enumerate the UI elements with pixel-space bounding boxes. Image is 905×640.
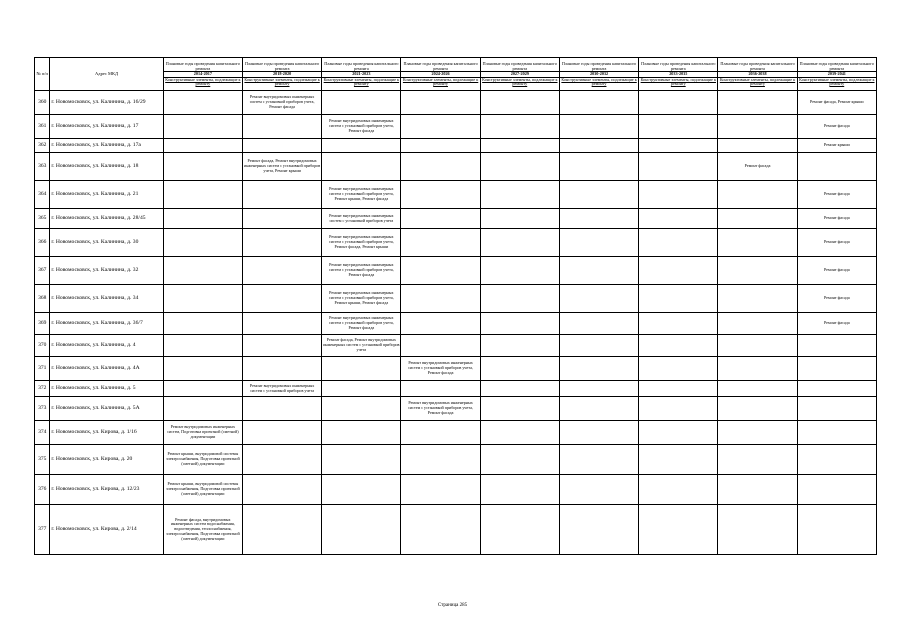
row-period-cell (480, 313, 559, 335)
table-row (35, 139, 877, 153)
row-period-cell (401, 285, 480, 313)
row-number: 375 (35, 445, 50, 475)
row-period-cell (639, 209, 718, 229)
row-period-cell: Ремонт фасада (797, 285, 876, 313)
row-period-cell (797, 475, 876, 505)
header-period-title: Плановые годы проведения капитального ремонта (244, 60, 320, 71)
header-period-2033-2035 (639, 58, 718, 91)
row-period-cell (401, 475, 480, 505)
row-period-cell (163, 139, 242, 153)
table-row (35, 381, 877, 397)
row-period-cell (797, 335, 876, 357)
row-period-cell (243, 397, 322, 421)
row-address: г. Новомосковск, ул. Кирова, д. 20 (50, 445, 163, 475)
row-period-cell (718, 139, 797, 153)
row-number: 365 (35, 209, 50, 229)
row-period-cell (639, 91, 718, 115)
row-period-cell: Ремонт фасада (797, 181, 876, 209)
row-period-cell (559, 357, 638, 381)
row-period-cell (559, 475, 638, 505)
row-period-cell: Ремонт фасада (797, 115, 876, 139)
row-period-cell (559, 313, 638, 335)
row-period-cell (718, 335, 797, 357)
row-period-cell (559, 381, 638, 397)
header-period-title: Плановые годы проведения капитального ремонта (799, 60, 874, 71)
header-period-years: 2033-2035 (639, 71, 717, 78)
row-period-cell (559, 115, 638, 139)
row-period-cell (401, 335, 480, 357)
row-period-cell (718, 421, 797, 445)
row-period-cell (163, 229, 242, 257)
row-address: г. Новомосковск, ул. Калинина, д. 5 (50, 381, 163, 397)
row-period-cell (639, 181, 718, 209)
row-period-cell (718, 397, 797, 421)
row-period-cell (322, 91, 401, 115)
row-period-cell (718, 285, 797, 313)
row-period-cell (322, 357, 401, 381)
header-period-title: Плановые годы проведения капитального ремонта (324, 60, 399, 71)
row-period-cell (480, 115, 559, 139)
row-period-cell: Ремонт внутридомовых инженерных систем с установкой приборов учета, Ремонт фасада (322, 115, 401, 139)
header-period-note: Конструктивные элементы, подлежащие к ремонту (482, 76, 558, 87)
row-period-cell (322, 153, 401, 181)
row-number: 373 (35, 397, 50, 421)
header-period-note: Конструктивные элементы, подлежащие к ремонту (640, 76, 716, 87)
row-period-cell (480, 153, 559, 181)
row-period-cell (797, 397, 876, 421)
row-address: г. Новомосковск, ул. Калинина, д. 5А (50, 397, 163, 421)
row-period-cell (322, 445, 401, 475)
row-period-cell (559, 505, 638, 555)
row-period-cell (401, 115, 480, 139)
row-period-cell (559, 153, 638, 181)
row-period-cell (243, 209, 322, 229)
table-row (35, 91, 877, 115)
row-period-cell (401, 181, 480, 209)
row-period-cell (163, 285, 242, 313)
header-period-title: Плановые годы проведения капитального ремонта (641, 60, 716, 71)
row-period-cell (559, 285, 638, 313)
row-period-cell: Ремонт фасада, Ремонт внутридомовых инженерных систем с установкой приборов учета (322, 335, 401, 357)
row-period-cell: Ремонт фасада (718, 153, 797, 181)
row-number: 371 (35, 357, 50, 381)
header-period-years: 2021-2023 (322, 71, 400, 78)
row-period-cell (401, 139, 480, 153)
row-period-cell (163, 257, 242, 285)
header-period-note: Конструктивные элементы, подлежащие к ремонту (244, 76, 320, 87)
table-row (35, 257, 877, 285)
row-period-cell (480, 335, 559, 357)
row-address: г. Новомосковск, ул. Калинина, д. 16/29 (50, 91, 163, 115)
row-address: г. Новомосковск, ул. Калинина, д. 34 (50, 285, 163, 313)
row-period-cell (639, 153, 718, 181)
row-period-cell (243, 181, 322, 209)
row-number: 363 (35, 153, 50, 181)
row-address: г. Новомосковск, ул. Калинина, д. 32 (50, 257, 163, 285)
row-period-cell (243, 475, 322, 505)
table-row (35, 115, 877, 139)
row-period-cell: Ремонт внутридомовых инженерных систем, Подготовка проектной (сметной) документации (163, 421, 242, 445)
row-period-cell (322, 397, 401, 421)
row-period-cell (480, 285, 559, 313)
table-body (35, 91, 877, 555)
row-period-cell (718, 257, 797, 285)
row-period-cell (480, 229, 559, 257)
row-period-cell (718, 229, 797, 257)
header-period-2039-2041 (797, 58, 876, 91)
row-period-cell (639, 445, 718, 475)
row-period-cell (322, 475, 401, 505)
row-period-cell (401, 505, 480, 555)
row-period-cell (718, 381, 797, 397)
row-period-cell (480, 139, 559, 153)
table-row (35, 421, 877, 445)
row-period-cell (401, 91, 480, 115)
row-period-cell (480, 445, 559, 475)
header-period-2018-2020 (243, 58, 322, 91)
row-period-cell (480, 91, 559, 115)
row-period-cell (480, 397, 559, 421)
row-period-cell (163, 313, 242, 335)
header-period-2014-2017 (163, 58, 242, 91)
row-period-cell (718, 115, 797, 139)
row-period-cell (401, 381, 480, 397)
header-period-note: Конструктивные элементы, подлежащие к ремонту (323, 76, 400, 87)
table-row (35, 285, 877, 313)
row-period-cell (243, 229, 322, 257)
row-period-cell (401, 445, 480, 475)
row-period-cell (559, 335, 638, 357)
row-period-cell (322, 505, 401, 555)
row-period-cell (718, 313, 797, 335)
row-period-cell (639, 313, 718, 335)
page-number: Страница 285 (437, 603, 468, 608)
row-period-cell (322, 139, 401, 153)
row-period-cell: Ремонт внутридомовых инженерных систем с установкой приборов учета (243, 381, 322, 397)
row-period-cell (480, 505, 559, 555)
header-period-years: 2036-2038 (718, 71, 796, 78)
row-period-cell (639, 229, 718, 257)
header-period-years: 2024-2026 (401, 71, 479, 78)
row-period-cell (163, 335, 242, 357)
row-period-cell (639, 335, 718, 357)
row-address: г. Новомосковск, ул. Калинина, д. 28/45 (50, 209, 163, 229)
row-period-cell (163, 115, 242, 139)
header-period-note: Конструктивные элементы, подлежащие к ремонту (799, 76, 875, 87)
row-period-cell (639, 139, 718, 153)
row-period-cell (559, 181, 638, 209)
row-period-cell (243, 313, 322, 335)
row-period-cell (243, 335, 322, 357)
header-period-years: 2027-2029 (481, 71, 559, 78)
row-period-cell: Ремонт крыши (797, 139, 876, 153)
row-number: 361 (35, 115, 50, 139)
row-period-cell: Ремонт внутридомовых инженерных систем с установкой приборов учета (322, 209, 401, 229)
row-period-cell: Ремонт фасада (797, 313, 876, 335)
row-period-cell: Ремонт внутридомовых инженерных систем с установкой приборов учета, Ремонт фасада (322, 313, 401, 335)
header-period-years: 2014-2017 (164, 71, 242, 78)
row-period-cell (639, 475, 718, 505)
row-period-cell (480, 181, 559, 209)
row-period-cell (243, 139, 322, 153)
row-period-cell (401, 229, 480, 257)
row-period-cell (163, 209, 242, 229)
row-period-cell (480, 475, 559, 505)
table-row (35, 313, 877, 335)
table-row (35, 335, 877, 357)
header-period-note: Конструктивные элементы, подлежащие к ремонту (165, 76, 241, 87)
row-period-cell (639, 397, 718, 421)
table-row (35, 445, 877, 475)
row-period-cell (243, 421, 322, 445)
row-period-cell (559, 421, 638, 445)
row-period-cell (163, 357, 242, 381)
repair-schedule-table (34, 57, 877, 555)
row-period-cell (243, 445, 322, 475)
row-number: 360 (35, 91, 50, 115)
table-row (35, 505, 877, 555)
header-period-note: Конструктивные элементы, подлежащие к ремонту (561, 76, 637, 87)
table-row (35, 357, 877, 381)
header-period-years: 2018-2020 (243, 71, 321, 78)
row-period-cell (480, 257, 559, 285)
header-row (35, 58, 877, 91)
row-period-cell (322, 381, 401, 397)
row-period-cell (797, 153, 876, 181)
row-period-cell (243, 257, 322, 285)
header-address: Адрес МКД (50, 58, 163, 91)
row-number: 372 (35, 381, 50, 397)
table-row (35, 475, 877, 505)
row-period-cell: Ремонт внутридомовых инженерных систем с установкой приборов учета, Ремонт фасада (401, 397, 480, 421)
row-period-cell (718, 357, 797, 381)
row-period-cell (243, 357, 322, 381)
table-row (35, 229, 877, 257)
row-period-cell (639, 115, 718, 139)
row-period-cell: Ремонт внутридомовых инженерных систем с установкой приборов учета, Ремонт фасада (322, 257, 401, 285)
table-row (35, 153, 877, 181)
row-period-cell: Ремонт крыши, внутридомовой системы электроснабжения, Подготовка проектной (сметной) документации (163, 445, 242, 475)
row-period-cell: Ремонт фасада (797, 209, 876, 229)
header-period-years: 2030-2032 (560, 71, 638, 78)
row-period-cell (243, 285, 322, 313)
row-address: г. Новомосковск, ул. Калинина, д. 17 (50, 115, 163, 139)
row-period-cell (163, 181, 242, 209)
row-address: г. Новомосковск, ул. Калинина, д. 17а (50, 139, 163, 153)
row-period-cell (559, 229, 638, 257)
row-number: 362 (35, 139, 50, 153)
header-no: № п/п (35, 58, 50, 91)
row-period-cell (718, 209, 797, 229)
row-period-cell: Ремонт внутридомовых инженерных систем с установкой приборов учета, Ремонт фасада (243, 91, 322, 115)
row-period-cell (797, 357, 876, 381)
row-period-cell (163, 381, 242, 397)
row-period-cell (718, 505, 797, 555)
row-period-cell (797, 445, 876, 475)
row-number: 367 (35, 257, 50, 285)
row-period-cell: Ремонт внутридомовых инженерных систем с установкой приборов учета, Ремонт фасада (401, 357, 480, 381)
header-period-2021-2023 (322, 58, 401, 91)
row-number: 368 (35, 285, 50, 313)
row-period-cell: Ремонт внутридомовых инженерных систем с установкой приборов учета, Ремонт фасада, Ремонт крыши (322, 229, 401, 257)
row-period-cell (243, 115, 322, 139)
row-period-cell (718, 475, 797, 505)
header-period-title: Плановые годы проведения капитального ремонта (403, 60, 478, 71)
header-period-title: Плановые годы проведения капитального ремонта (165, 60, 241, 71)
row-period-cell (559, 91, 638, 115)
row-period-cell (163, 397, 242, 421)
row-period-cell (639, 505, 718, 555)
row-period-cell (718, 445, 797, 475)
row-period-cell (559, 209, 638, 229)
header-period-years: 2039-2041 (798, 71, 876, 78)
row-period-cell (639, 357, 718, 381)
row-period-cell: Ремонт внутридомовых инженерных систем с установкой приборов учета, Ремонт крыши, Ремонт фасада (322, 181, 401, 209)
table-row (35, 181, 877, 209)
row-period-cell (401, 209, 480, 229)
row-address: г. Новомосковск, ул. Кирова, д. 12/23 (50, 475, 163, 505)
row-period-cell (401, 421, 480, 445)
header-period-title: Плановые годы проведения капитального ремонта (720, 60, 795, 71)
row-address: г. Новомосковск, ул. Кирова, д. 2/14 (50, 505, 163, 555)
row-number: 374 (35, 421, 50, 445)
row-period-cell (401, 153, 480, 181)
row-period-cell: Ремонт фасада (797, 257, 876, 285)
row-period-cell (718, 91, 797, 115)
row-number: 376 (35, 475, 50, 505)
row-number: 377 (35, 505, 50, 555)
row-period-cell (639, 257, 718, 285)
table-header (35, 58, 877, 91)
row-period-cell (797, 381, 876, 397)
row-period-cell (163, 91, 242, 115)
header-period-note: Конструктивные элементы, подлежащие к ремонту (402, 76, 479, 87)
row-period-cell (559, 257, 638, 285)
row-period-cell (718, 181, 797, 209)
row-period-cell (322, 421, 401, 445)
header-period-2027-2029 (480, 58, 559, 91)
header-period-2036-2038 (718, 58, 797, 91)
header-period-note: Конструктивные элементы, подлежащие к ремонту (719, 76, 796, 87)
row-period-cell: Ремонт внутридомовых инженерных систем с установкой приборов учета, Ремонт крыши, Ремонт фасада (322, 285, 401, 313)
row-address: г. Новомосковск, ул. Калинина, д. 4 (50, 335, 163, 357)
row-period-cell: Ремонт фасада, Ремонт крыши (797, 91, 876, 115)
row-period-cell (559, 397, 638, 421)
header-period-title: Плановые годы проведения капитального ремонта (482, 60, 557, 71)
row-period-cell (559, 445, 638, 475)
row-period-cell (401, 313, 480, 335)
row-period-cell (243, 505, 322, 555)
row-period-cell: Ремонт фасада, Ремонт внутридомовых инженерных систем с установкой приборов учета, Ремонт крыши (243, 153, 322, 181)
row-number: 369 (35, 313, 50, 335)
row-period-cell (480, 421, 559, 445)
row-period-cell: Ремонт крыши, внутридомовой системы электроснабжения, Подготовка проектной (сметной) документации (163, 475, 242, 505)
row-number: 364 (35, 181, 50, 209)
row-address: г. Новомосковск, ул. Калинина, д. 36/7 (50, 313, 163, 335)
table-row (35, 397, 877, 421)
row-address: г. Новомосковск, ул. Калинина, д. 4А (50, 357, 163, 381)
row-period-cell (401, 257, 480, 285)
row-period-cell (639, 381, 718, 397)
row-number: 366 (35, 229, 50, 257)
row-address: г. Новомосковск, ул. Калинина, д. 30 (50, 229, 163, 257)
header-period-2030-2032 (559, 58, 638, 91)
row-period-cell (559, 139, 638, 153)
row-period-cell (797, 505, 876, 555)
row-address: г. Новомосковск, ул. Кирова, д. 1/16 (50, 421, 163, 445)
row-period-cell (163, 153, 242, 181)
row-period-cell (797, 421, 876, 445)
header-period-title: Плановые годы проведения капитального ремонта (561, 60, 637, 71)
header-period-2024-2026 (401, 58, 480, 91)
row-period-cell (480, 209, 559, 229)
row-period-cell: Ремонт фасада, внутридомовых инженерных систем водоснабжения, водоотведения, теплоснабжения, электроснабжения, Подготовка проектной (сметной) документации (163, 505, 242, 555)
row-period-cell (639, 421, 718, 445)
row-number: 370 (35, 335, 50, 357)
row-period-cell (639, 285, 718, 313)
row-address: г. Новомосковск, ул. Калинина, д. 18 (50, 153, 163, 181)
row-period-cell (480, 381, 559, 397)
row-address: г. Новомосковск, ул. Калинина, д. 21 (50, 181, 163, 209)
row-period-cell (480, 357, 559, 381)
table-row (35, 209, 877, 229)
row-period-cell: Ремонт фасада (797, 229, 876, 257)
